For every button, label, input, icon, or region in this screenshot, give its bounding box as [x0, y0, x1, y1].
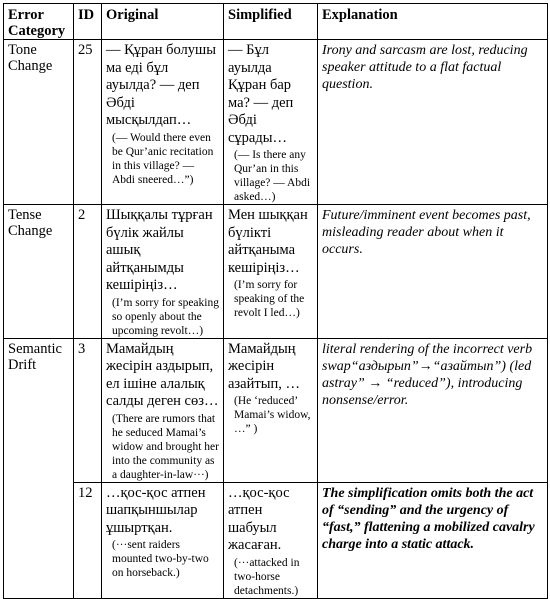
table-row: [4, 40, 548, 205]
original-translation: (— Would there even be Qur’anic recitation in this village? — Abdi sneered…”): [112, 131, 214, 186]
table-row: [4, 205, 548, 339]
original-cell: [102, 338, 224, 482]
category-cell: Semantic Drift: [4, 338, 74, 598]
original-text: Мамайдың жесірін аздырып, ел ішіне алалық салды деген сөз…: [106, 340, 219, 409]
simplified-cell: [224, 40, 318, 205]
original-text: Шыққалы тұрған бүлік жайлы ашық айтқанымды кешіріңіз…: [106, 207, 213, 293]
explanation-cell: Irony and sarcasm are lost, reducing speaker attitude to a flat factual question.: [318, 40, 548, 205]
original-translation: (There are rumors that he seduced Mamai’s widow and brought her into the community as a daughter-in-law···): [112, 412, 219, 481]
id-cell: 12: [74, 482, 102, 598]
simplified-cell: [224, 205, 318, 339]
original-translation: (I’m sorry for speaking so openly about the upcoming revolt…): [112, 296, 219, 337]
simplified-text: Мамайдың жесірін азайтып, …: [228, 340, 300, 392]
id-cell: 25: [74, 40, 102, 205]
category-cell: Tense Change: [4, 205, 74, 339]
original-cell: [102, 40, 224, 205]
error-table: [3, 3, 548, 599]
table-row: [4, 482, 548, 598]
explanation-cell: Future/imminent event becomes past, misleading reader about when it occurs.: [318, 205, 548, 339]
simplified-translation: (— Is there any Qur’an in this village? — Abdi asked…): [234, 149, 311, 203]
original-translation: (···sent raiders mounted two-by-two on horseback.): [112, 539, 209, 579]
simplified-text: — Бұл ауылда Құран бар ма? — деп Әбді сұрады…: [228, 42, 294, 146]
simplified-text: Мен шыққан бүлікті айтқаныма кешіріңіз…: [228, 207, 308, 276]
explanation-cell: literal rendering of the incorrect verb swap“аздырып”→“азайтып”) (led astray” → “reduced”), introducing nonsense/error.: [318, 338, 548, 482]
simplified-translation: (He ‘reduced’ Mamai’s widow, …” ): [234, 395, 311, 435]
id-cell: 2: [74, 205, 102, 339]
original-text: — Құран болушы ма еді бұл ауылда? — деп Әбді мысқылдап…: [106, 42, 216, 128]
simplified-translation: (I’m sorry for speaking of the revolt I led…): [234, 279, 305, 319]
simplified-cell: [224, 482, 318, 598]
header-error-category: Error Category: [4, 4, 74, 40]
id-cell: 3: [74, 338, 102, 482]
header-simplified: Simplified: [224, 4, 318, 40]
simplified-translation: (···attacked in two-horse detachments.): [234, 556, 300, 597]
header-original: Original: [102, 4, 224, 40]
explanation-cell: The simplification omits both the act of “sending” and the urgency of “fast,” flattening a mobilized cavalry charge into a static attack.: [318, 482, 548, 598]
simplified-cell: [224, 338, 318, 482]
original-cell: [102, 482, 224, 598]
original-cell: [102, 205, 224, 339]
table-row: [4, 338, 548, 482]
original-text: …қос-қос атпен шапқыншылар ұшыртқан.: [106, 484, 206, 536]
category-cell: Tone Change: [4, 40, 74, 205]
header-id: ID: [74, 4, 102, 40]
simplified-text: …қос-қос атпен шабуыл жасаған.: [228, 484, 290, 553]
header-explanation: Explanation: [318, 4, 548, 40]
header-row: [4, 4, 548, 40]
